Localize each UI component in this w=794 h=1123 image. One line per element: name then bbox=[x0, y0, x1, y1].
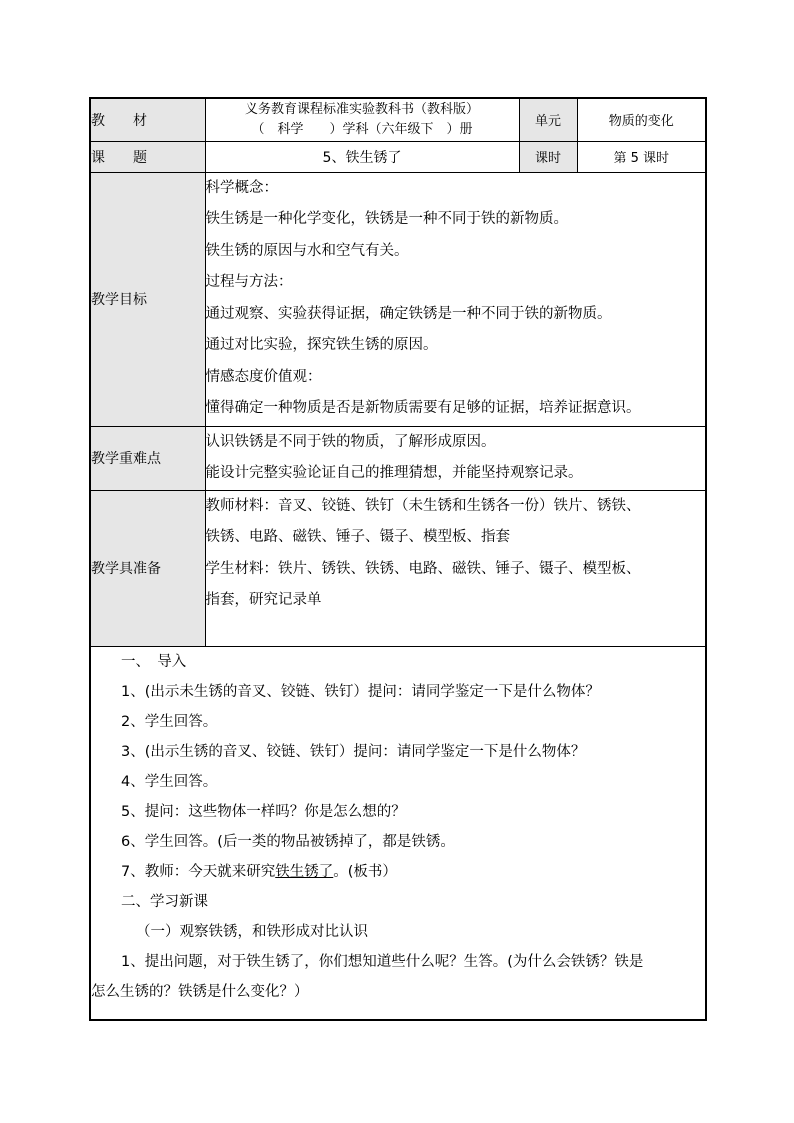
period-label: 课时 bbox=[519, 141, 577, 172]
lesson-title-underlined: 铁生锈了 bbox=[275, 863, 334, 880]
row-process bbox=[90, 646, 706, 1020]
key-point-line: 能设计完整实验论证自己的推理猜想，并能坚持观察记录。 bbox=[205, 465, 583, 481]
section-title: 二、学习新课 bbox=[121, 893, 208, 910]
objective-line: 铁生锈是一种化学变化，铁锈是一种不同于铁的新物质。 bbox=[205, 211, 568, 227]
objective-line: 懂得确定一种物质是否是新物质需要有足够的证据，培养证据意识。 bbox=[205, 400, 641, 416]
unit-value: 物质的变化 bbox=[577, 98, 706, 141]
materials-label: 教学具准备 bbox=[90, 490, 205, 646]
row-material bbox=[90, 98, 706, 141]
objective-line: 情感态度价值观： bbox=[205, 368, 322, 385]
objective-line: 通过观察、实验获得证据，确定铁锈是一种不同于铁的新物质。 bbox=[205, 305, 612, 322]
process-step: 1、提出问题，对于铁生锈了，你们想知道些什么呢？生答。(为什么会铁锈？铁是 bbox=[121, 953, 644, 970]
material-value bbox=[205, 98, 519, 141]
row-materials bbox=[90, 490, 706, 646]
material-label: 教 材 bbox=[90, 98, 205, 141]
objective-line: 科学概念： bbox=[205, 179, 278, 196]
key-points-content bbox=[205, 426, 706, 490]
objective-line: 过程与方法： bbox=[205, 274, 293, 290]
process-step: 5、提问：这些物体一样吗？你是怎么想的？ bbox=[121, 803, 406, 820]
step-7-text: 7、教师：今天就来研究 bbox=[121, 863, 276, 880]
objectives-content bbox=[205, 172, 706, 426]
materials-line: 教师材料：音叉、铰链、铁钉（未生锈和生锈各一份）铁片、锈铁、 bbox=[205, 497, 641, 514]
process-step: 1、(出示未生锈的音叉、铰链、铁钉）提问：请同学鉴定一下是什么物体？ bbox=[121, 683, 600, 700]
row-objectives bbox=[90, 172, 706, 426]
subsection-title: （一）观察铁锈，和铁形成对比认识 bbox=[136, 923, 368, 940]
lesson-plan-sheet bbox=[89, 97, 705, 1021]
material-line-1: 义务教育课程标准实验教科书（教科版） bbox=[244, 101, 479, 117]
process-content bbox=[90, 646, 706, 1020]
period-value: 第 5 课时 bbox=[577, 141, 706, 172]
topic-label: 课 题 bbox=[90, 141, 205, 172]
process-step-continued: 怎么生锈的？铁锈是什么变化？） bbox=[91, 983, 309, 1000]
key-point-line: 认识铁锈是不同于铁的物质，了解形成原因。 bbox=[205, 433, 496, 450]
process-step: 2、学生回答。 bbox=[121, 713, 218, 730]
row-key-points bbox=[90, 426, 706, 490]
key-points-label: 教学重难点 bbox=[90, 426, 205, 490]
step-7-board: 。(板书） bbox=[333, 863, 397, 880]
materials-line: 学生材料：铁片、锈铁、铁锈、电路、磁铁、锤子、镊子、模型板、 bbox=[205, 560, 641, 577]
objective-line: 铁生锈的原因与水和空气有关。 bbox=[205, 242, 409, 259]
row-topic bbox=[90, 141, 706, 172]
objectives-label: 教学目标 bbox=[90, 172, 205, 426]
material-line-2: （ 科学 ）学科（六年级下 ）册 bbox=[251, 121, 473, 137]
lesson-plan-table bbox=[89, 97, 707, 1021]
materials-line: 铁锈、电路、磁铁、锤子、镊子、模型板、指套 bbox=[205, 529, 510, 545]
process-step: 3、(出示生锈的音叉、铰链、铁钉）提问：请同学鉴定一下是什么物体？ bbox=[121, 743, 586, 760]
section-title: 一、 导入 bbox=[121, 653, 187, 670]
materials-line: 指套，研究记录单 bbox=[205, 592, 322, 608]
objective-line: 通过对比实验，探究铁生锈的原因。 bbox=[205, 337, 438, 353]
materials-content bbox=[205, 490, 706, 646]
process-step bbox=[91, 857, 705, 887]
process-step: 6、学生回答。(后一类的物品被锈掉了，都是铁锈。 bbox=[121, 833, 455, 850]
process-step: 4、学生回答。 bbox=[121, 773, 218, 790]
unit-label: 单元 bbox=[519, 98, 577, 141]
topic-value: 5、铁生锈了 bbox=[205, 141, 519, 172]
